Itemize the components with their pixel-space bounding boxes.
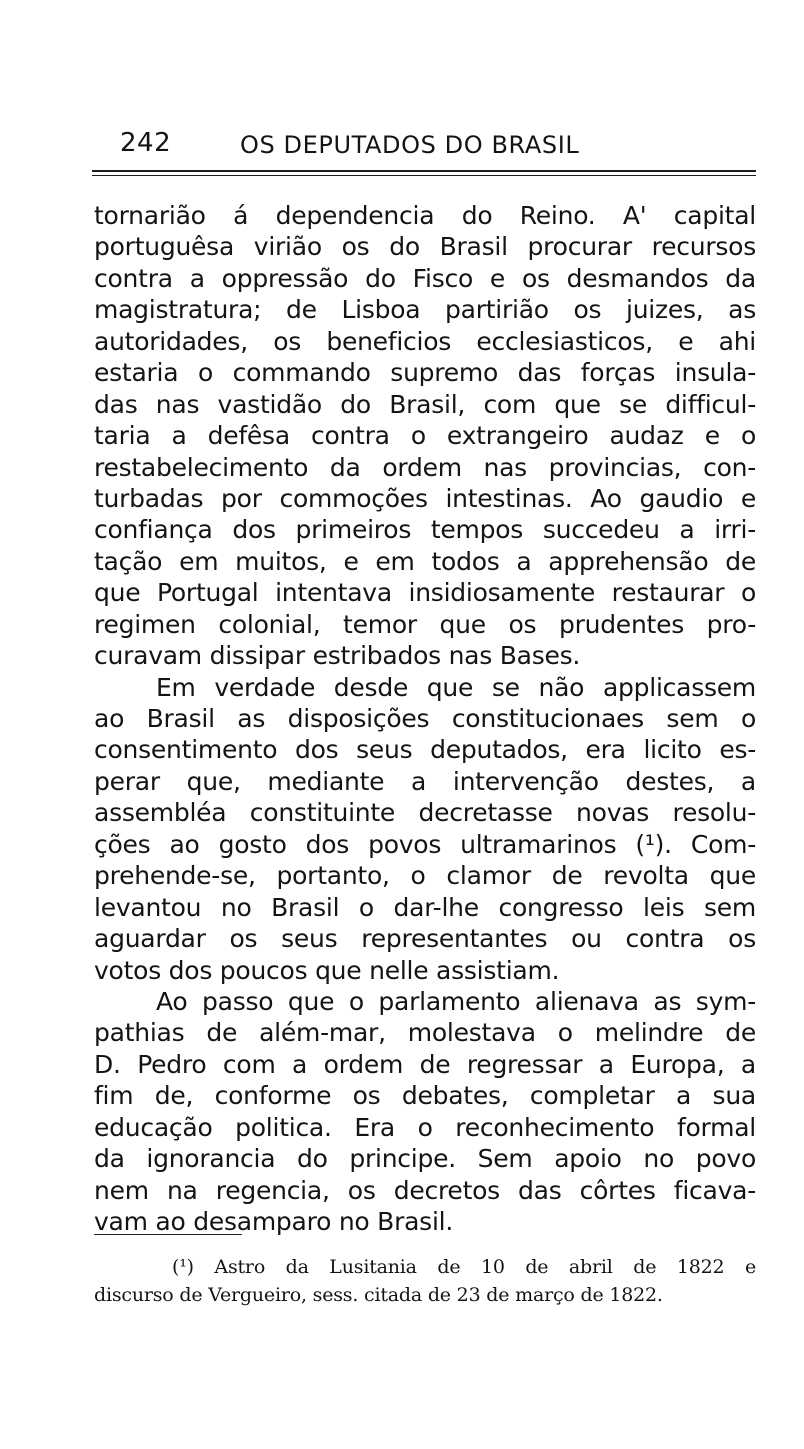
page-number: 242 <box>120 128 172 158</box>
paragraph-first-line: Em verdade desde que se não applicassem <box>156 672 756 702</box>
text-line: das nas vastidão do Brasil, com que se difficul- <box>94 389 756 419</box>
text-line: regimen colonial, temor que os prudentes pro- <box>94 609 756 639</box>
text-line: assembléa constituinte decretasse novas resolu- <box>94 798 756 828</box>
text-line: contra a oppressão do Fisco e os desmandos da <box>94 263 756 293</box>
text-line: levantou no Brasil o dar-lhe congresso leis sem <box>94 892 756 922</box>
text-line: fim de, conforme os debates, completar a sua <box>94 1081 756 1111</box>
text-line: aguardar os seus representantes ou contra os <box>94 924 756 954</box>
text-line: prehende-se, portanto, o clamor de revolta que <box>94 861 756 891</box>
text-line: pathias de além-mar, molestava o melindre de <box>94 1018 756 1048</box>
running-title: OS DEPUTADOS DO BRASIL <box>240 131 580 159</box>
text-line: turbadas por commoções intestinas. Ao gaudio e <box>94 483 756 513</box>
text-line: estaria o commando supremo das forças insula- <box>94 358 756 388</box>
footnotes <box>94 1253 756 1309</box>
text-line: vam ao desamparo no Brasil. <box>94 1207 454 1236</box>
text-line: da ignorancia do principe. Sem apoio no povo <box>94 1144 756 1174</box>
text-line: confiança dos primeiros tempos succedeu a irri- <box>94 515 756 545</box>
text-line: ao Brasil as disposições constitucionaes sem o <box>94 704 756 733</box>
text-line: tornarião á dependencia do Reino. A' capital <box>94 201 756 230</box>
text-line: taria a defêsa contra o extrangeiro audaz e o <box>94 421 756 451</box>
text-line: nem na regencia, os decretos das côrtes ficava- <box>94 1175 756 1205</box>
text-line: portuguêsa virião os do Brasil procurar recursos <box>94 232 756 262</box>
footnote-line: (¹) Astro da Lusitania de 10 de abril de 1822 e <box>172 1256 756 1278</box>
footnote-rule <box>94 1234 242 1235</box>
header-rule <box>92 170 756 176</box>
text-line: magistratura; de Lisboa partirião os juizes, as <box>94 295 756 325</box>
text-line: perar que, mediante a intervenção destes, a <box>94 766 756 796</box>
body-text <box>94 200 756 1237</box>
text-line: educação politica. Era o reconhecimento formal <box>94 1112 756 1142</box>
text-line: tação em muitos, e em todos a apprehensão de <box>94 546 756 576</box>
text-line: D. Pedro com a ordem de regressar a Europa, a <box>94 1049 756 1079</box>
running-head <box>92 126 756 166</box>
footnote-line: discurso de Vergueiro, sess. citada de 23 de março de 1822. <box>94 1284 663 1306</box>
text-line: que Portugal intentava insidiosamente restaurar o <box>94 578 756 608</box>
text-line: consentimento dos seus deputados, era licito es- <box>94 735 756 765</box>
text-line: autoridades, os beneficios ecclesiasticos, e ahi <box>94 326 756 356</box>
paragraph-first-line: Ao passo que o parlamento alienava as sym- <box>156 986 756 1016</box>
text-line: curavam dissipar estribados nas Bases. <box>94 641 581 671</box>
text-line: ções ao gosto dos povos ultramarinos (¹). Com- <box>94 829 756 859</box>
text-line: votos dos poucos que nelle assistiam. <box>94 955 560 985</box>
text-line: restabelecimento da ordem nas provincias, con- <box>94 452 756 482</box>
